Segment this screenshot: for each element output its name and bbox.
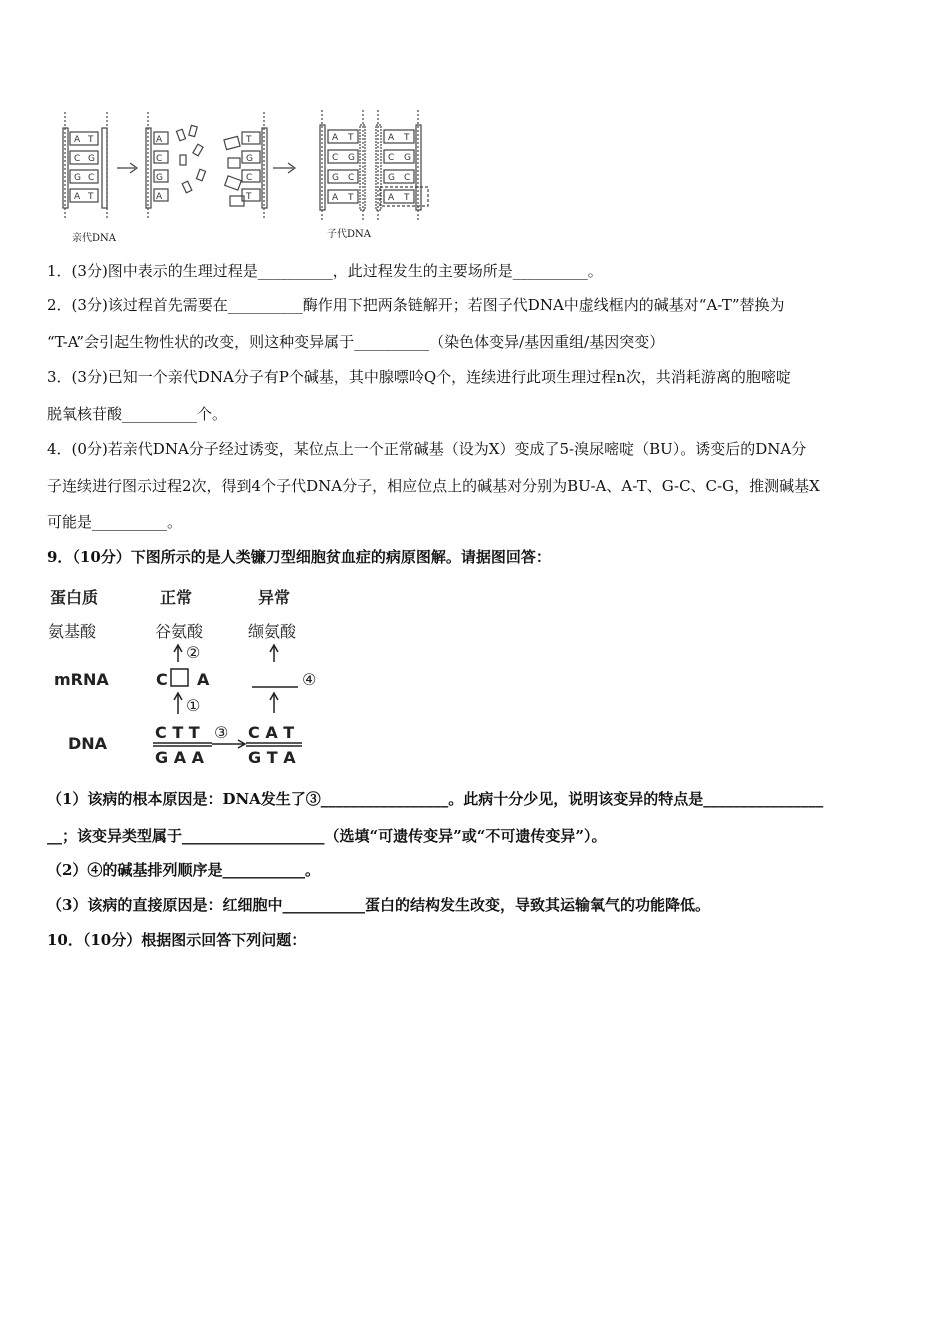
svg-text:C: C	[88, 173, 95, 183]
question-title: 9．（10分）下图所示的是人类镰刀型细胞贫血症的病原图解。请据图回答：	[47, 548, 551, 566]
question-line: 子连续进行图示过程2次，得到4个子代DNA分子，相应位点上的碱基对分别为BU-A、A-T、G-C、C-G，推测碱基X	[47, 477, 820, 495]
dna-top-abnormal: C A T	[248, 723, 295, 742]
svg-text:A: A	[388, 133, 395, 143]
arrow-up-icon	[174, 645, 182, 662]
mark-2: ②	[186, 643, 201, 662]
svg-text:G: G	[404, 153, 411, 163]
question-line: “T-A”会引起生物性状的改变，则这种变异属于__________（染色体变异/基因重组/基因突变）	[47, 333, 665, 351]
caption-child-dna: 子代DNA	[327, 229, 371, 240]
svg-text:C: C	[348, 173, 355, 183]
svg-text:A: A	[332, 133, 339, 143]
svg-text:C: C	[388, 153, 395, 163]
svg-text:C: C	[74, 154, 81, 164]
dna-replication-figure	[60, 100, 440, 240]
amino-abnormal: 缬氨酸	[248, 622, 297, 641]
arrow-up-icon	[270, 693, 278, 713]
question-line: 可能是__________。	[47, 513, 183, 531]
svg-text:G: G	[332, 173, 339, 183]
svg-text:T: T	[348, 193, 354, 203]
svg-text:G: G	[348, 153, 355, 163]
mark-4: ④	[302, 670, 317, 689]
question-line: 2．(3分)该过程首先需要在__________酶作用下把两条链解开；若图子代DNA中虚线框内的碱基对“A-T”替换为	[47, 296, 785, 314]
svg-text:G: G	[246, 154, 253, 164]
svg-text:T: T	[88, 135, 94, 145]
question-line: 4．(0分)若亲代DNA分子经过诱变，某位点上一个正常碱基（设为X）变成了5-溴尿嘧啶（BU）。诱变后的DNA分	[47, 440, 807, 458]
svg-text:A: A	[74, 192, 81, 202]
svg-text:C: C	[404, 173, 411, 183]
question-line: 脱氧核苷酸__________个。	[47, 405, 228, 423]
amino-normal: 谷氨酸	[155, 622, 204, 641]
blank-box	[171, 669, 188, 686]
parent-dna-molecule	[63, 112, 107, 218]
child-dna-molecule	[320, 110, 365, 222]
question-line: （1）该病的根本原因是：DNA发生了③_________________。此病十分少见，说明该变异的特点是________________	[47, 790, 824, 808]
header-protein: 蛋白质	[50, 588, 99, 607]
svg-text:T: T	[246, 135, 252, 145]
header-abnormal: 异常	[258, 588, 291, 607]
question-line: 1．(3分)图中表示的生理过程是__________，此过程发生的主要场所是__________。	[47, 262, 603, 280]
q10-title: 10．（10分）根据图示回答下列问题：	[47, 931, 307, 949]
question-line: （3）该病的直接原因是：红细胞中___________蛋白的结构发生改变，导致其运输氧气的功能降低。	[47, 896, 710, 914]
svg-text:A: A	[156, 135, 163, 145]
caption-parent-dna: 亲代DNA	[72, 233, 116, 244]
svg-text:T: T	[88, 192, 94, 202]
svg-text:G: G	[156, 173, 163, 183]
svg-text:G: G	[88, 154, 95, 164]
child-dna-molecule	[376, 110, 428, 222]
mrna-left-base: C	[156, 670, 168, 689]
svg-text:T: T	[348, 133, 354, 143]
arrow-up-icon	[174, 693, 182, 714]
svg-text:T: T	[404, 193, 410, 203]
row-dna: DNA	[68, 734, 108, 753]
dna-bottom-abnormal: G T A	[248, 748, 296, 767]
dna-top-normal: C T T	[155, 723, 200, 742]
unwinding-dna	[146, 112, 206, 218]
separated-strands	[224, 112, 267, 218]
svg-text:A: A	[74, 135, 81, 145]
sickle-cell-figure	[40, 583, 340, 773]
svg-text:G: G	[74, 173, 81, 183]
arrow-icon	[273, 163, 295, 173]
arrow-up-icon	[270, 645, 278, 662]
question-title	[47, 930, 306, 950]
svg-text:A: A	[156, 192, 163, 202]
row-mrna: mRNA	[54, 670, 109, 689]
svg-text:A: A	[332, 193, 339, 203]
question-line: （2）④的碱基排列顺序是___________。	[47, 861, 320, 879]
svg-text:C: C	[156, 154, 163, 164]
svg-text:T: T	[404, 133, 410, 143]
header-normal: 正常	[160, 588, 193, 607]
question-line: 3．(3分)已知一个亲代DNA分子有P个碱基，其中腺嘌呤Q个，连续进行此项生理过程n次，共消耗游离的胞嘧啶	[47, 368, 791, 386]
question-line: __；该变异类型属于___________________（选填“可遗传变异”或“不可遗传变异”）。	[47, 827, 607, 845]
mrna-right-base: A	[197, 670, 210, 689]
svg-text:C: C	[332, 153, 339, 163]
svg-text:A: A	[388, 193, 395, 203]
dna-bottom-normal: G A A	[155, 748, 205, 767]
mark-3: ③	[214, 723, 229, 742]
svg-text:G: G	[388, 173, 395, 183]
row-amino-acid: 氨基酸	[48, 622, 97, 641]
svg-text:C: C	[246, 173, 253, 183]
mark-1: ①	[186, 696, 201, 715]
svg-text:T: T	[246, 192, 252, 202]
arrow-icon	[117, 163, 137, 173]
